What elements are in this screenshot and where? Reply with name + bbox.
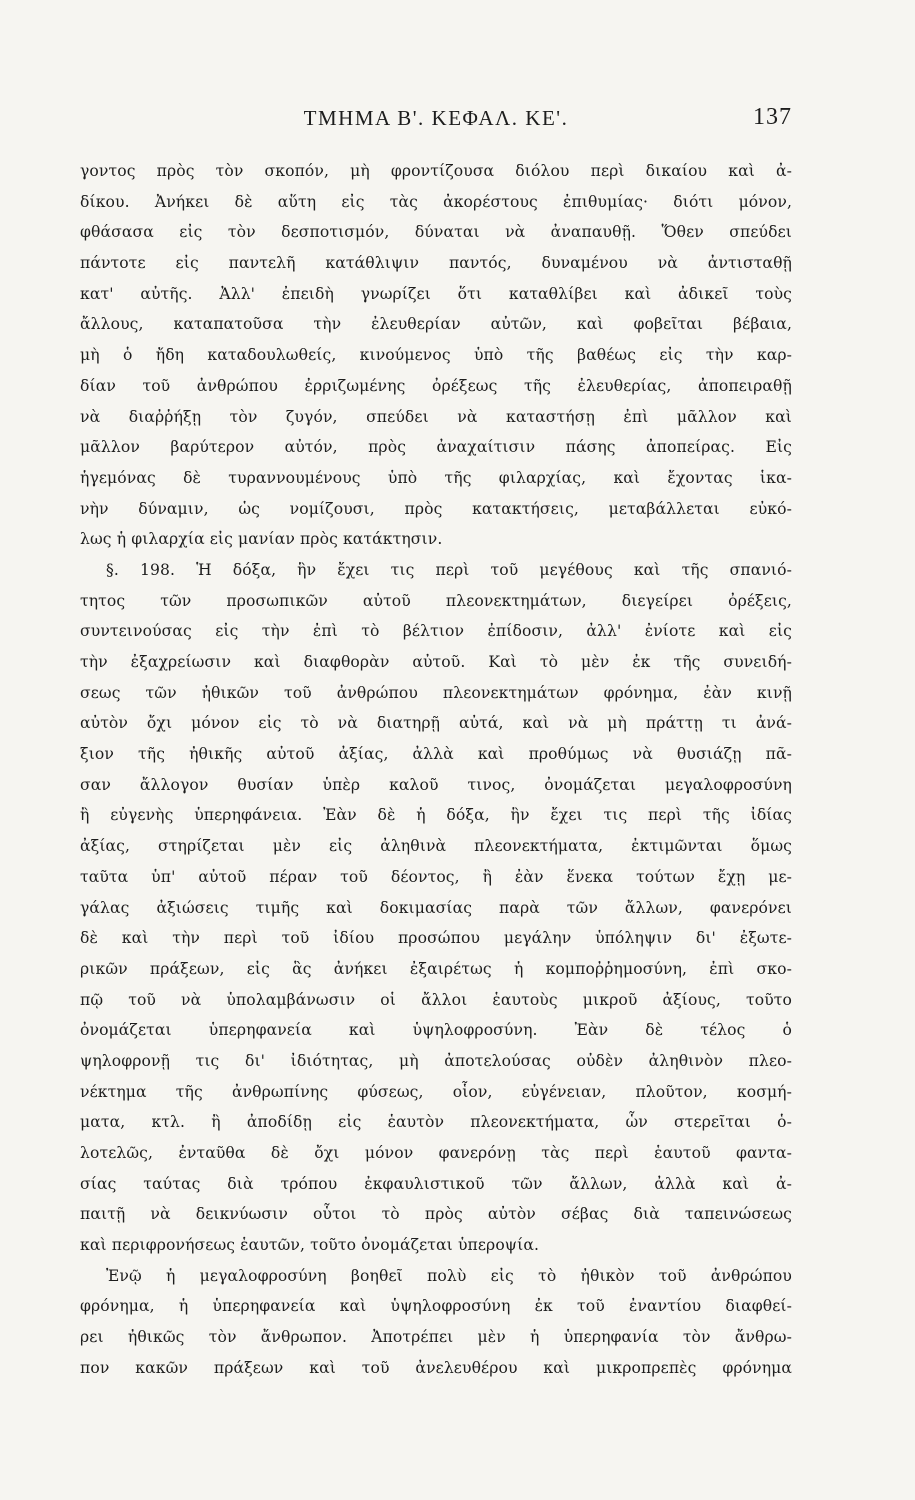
text-line: σαν ἄλλογον θυσίαν ὑπὲρ καλοῦ τινος, ὀνομάζεται μεγαλοφροσύνη xyxy=(80,775,792,794)
text-line: νὴν δύναμιν, ὡς νομίζουσι, πρὸς κατακτήσεις, μεταβάλλεται εὐκό- xyxy=(80,499,792,518)
text-line: ρικῶν πράξεων, εἰς ἃς ἀνήκει ἐξαιρέτως ἡ κομποῤῥημοσύνη, ἐπὶ σκο- xyxy=(80,959,792,978)
text-line: ψηλοφρονῇ τις δι' ἰδιότητας, μὴ ἀποτελούσας οὐδὲν ἀληθινὸν πλεο- xyxy=(80,1051,792,1070)
text-line: νέκτημα τῆς ἀνθρωπίνης φύσεως, οἷον, εὐγένειαν, πλοῦτον, κοσμή- xyxy=(80,1082,792,1101)
text-line: δίκου. Ἀνήκει δὲ αὕτη εἰς τὰς ἀκορέστους ἐπιθυμίας· διότι μόνον, xyxy=(80,192,792,211)
page-header xyxy=(80,100,792,136)
text-line: κατ' αὐτῆς. Ἀλλ' ἐπειδὴ γνωρίζει ὅτι καταθλίβει καὶ ἀδικεῖ τοὺς xyxy=(80,284,792,303)
text-line: ὀνομάζεται ὑπερηφανεία καὶ ὑψηλοφροσύνη. Ἐὰν δὲ τέλος ὁ xyxy=(80,1021,792,1040)
text-line: μᾶλλον βαρύτερον αὐτόν, πρὸς ἀναχαίτισιν πάσης ἀποπείρας. Εἰς xyxy=(80,438,792,457)
text-line: ἡγεμόνας δὲ τυραννουμένους ὑπὸ τῆς φιλαρχίας, καὶ ἔχοντας ἱκα- xyxy=(80,468,792,487)
text-line: ἢ εὐγενὴς ὑπερηφάνεια. Ἐὰν δὲ ἡ δόξα, ἣν ἔχει τις περὶ τῆς ἰδίας xyxy=(80,806,792,825)
text-line: λως ἡ φιλαρχία εἰς μανίαν πρὸς κατάκτησιν. xyxy=(80,530,443,549)
text-line: γάλας ἀξιώσεις τιμῆς καὶ δοκιμασίας παρὰ τῶν ἄλλων, φανερόνει xyxy=(80,898,792,917)
text-line: παιτῇ νὰ δεικνύωσιν οὗτοι τὸ πρὸς αὐτὸν σέβας διὰ ταπεινώσεως xyxy=(80,1205,792,1224)
text-line: συντεινούσας εἰς τὴν ἐπὶ τὸ βέλτιον ἐπίδοσιν, ἀλλ' ἐνίοτε καὶ εἰς xyxy=(80,622,792,641)
text-line: τὴν ἐξαχρείωσιν καὶ διαφθορὰν αὐτοῦ. Καὶ τὸ μὲν ἐκ τῆς συνειδή- xyxy=(80,653,792,671)
text-line: δὲ καὶ τὴν περὶ τοῦ ἰδίου προσώπου μεγάλην ὑπόληψιν δι' ἐξωτε- xyxy=(80,929,792,948)
text-line: σεως τῶν ἠθικῶν τοῦ ἀνθρώπου πλεονεκτημάτων φρόνημα, ἐὰν κινῇ xyxy=(80,683,792,702)
text-line: λοτελῶς, ἐνταῦθα δὲ ὄχι μόνον φανερόνῃ τὰς περὶ ἑαυτοῦ φαντα- xyxy=(80,1144,792,1162)
text-line: πῷ τοῦ νὰ ὑπολαμβάνωσιν οἱ ἄλλοι ἑαυτοὺς μικροῦ ἀξίους, τοῦτο xyxy=(80,990,792,1009)
text-line: πον κακῶν πράξεων καὶ τοῦ ἀνελευθέρου καὶ μικροπρεπὲς φρόνημα xyxy=(80,1358,792,1377)
running-head: ΤΜΗΜΑ Β'. ΚΕΦΑΛ. ΚΕ'. xyxy=(303,106,569,130)
text-line: ρει ἠθικῶς τὸν ἄνθρωπον. Ἀποτρέπει μὲν ἡ ὑπερηφανία τὸν ἄνθρω- xyxy=(80,1328,792,1347)
text-line: φθάσασα εἰς τὸν δεσποτισμόν, δύναται νὰ ἀναπαυθῇ. Ὅθεν σπεύδει xyxy=(80,223,792,242)
text-line: ματα, κτλ. ἢ ἀποδίδῃ εἰς ἑαυτὸν πλεονεκτήματα, ὧν στερεῖται ὁ- xyxy=(80,1113,792,1132)
text-body xyxy=(80,156,792,1384)
text-line: αὐτὸν ὄχι μόνον εἰς τὸ νὰ διατηρῇ αὐτά, καὶ νὰ μὴ πράττῃ τι ἀνά- xyxy=(80,714,792,733)
text-line: νὰ διαῤῥήξῃ τὸν ζυγόν, σπεύδει νὰ καταστήσῃ ἐπὶ μᾶλλον καὶ xyxy=(80,407,792,426)
text-line: πάντοτε εἰς παντελῆ κατάθλιψιν παντός, δυναμένου νὰ ἀντισταθῇ xyxy=(80,254,792,273)
text-line: καὶ περιφρονήσεως ἑαυτῶν, τοῦτο ὀνομάζεται ὑπεροψία. xyxy=(80,1236,540,1255)
page-number: 137 xyxy=(753,104,792,130)
text-line: ξιον τῆς ἠθικῆς αὐτοῦ ἀξίας, ἀλλὰ καὶ προθύμως νὰ θυσιάζῃ πᾶ- xyxy=(80,745,792,764)
text-line: δίαν τοῦ ἀνθρώπου ἐρριζωμένης ὀρέξεως τῆς ἐλευθερίας, ἀποπειραθῇ xyxy=(80,376,792,395)
text-line: σίας ταύτας διὰ τρόπου ἐκφαυλιστικοῦ τῶν ἄλλων, ἀλλὰ καὶ ἀ- xyxy=(80,1174,792,1193)
text-line: ταῦτα ὑπ' αὐτοῦ πέραν τοῦ δέοντος, ἢ ἐὰν ἕνεκα τούτων ἔχῃ με- xyxy=(80,867,792,886)
section-start-line: §. 198. Ἡ δόξα, ἣν ἔχει τις περὶ τοῦ μεγέθους καὶ τῆς σπανιό- xyxy=(106,560,792,579)
text-line: τητος τῶν προσωπικῶν αὐτοῦ πλεονεκτημάτων, διεγείρει ὀρέξεις, xyxy=(80,591,792,610)
text-line: γοντος πρὸς τὸν σκοπόν, μὴ φροντίζουσα διόλου περὶ δικαίου καὶ ἀ- xyxy=(80,162,792,180)
text-line: ἀξίας, στηρίζεται μὲν εἰς ἀληθινὰ πλεονεκτήματα, ἐκτιμῶνται ὅμως xyxy=(80,837,792,856)
paragraph-start-line: Ἐνῷ ἡ μεγαλοφροσύνη βοηθεῖ πολὺ εἰς τὸ ἠθικὸν τοῦ ἀνθρώπου xyxy=(106,1266,792,1285)
text-line: φρόνημα, ἡ ὑπερηφανεία καὶ ὑψηλοφροσύνη ἐκ τοῦ ἐναντίου διαφθεί- xyxy=(80,1297,792,1316)
text-line: ἄλλους, καταπατοῦσα τὴν ἐλευθερίαν αὐτῶν, καὶ φοβεῖται βέβαια, xyxy=(80,315,792,334)
text-line: μὴ ὁ ἤδη καταδουλωθείς, κινούμενος ὑπὸ τῆς βαθέως εἰς τὴν καρ- xyxy=(80,346,792,365)
